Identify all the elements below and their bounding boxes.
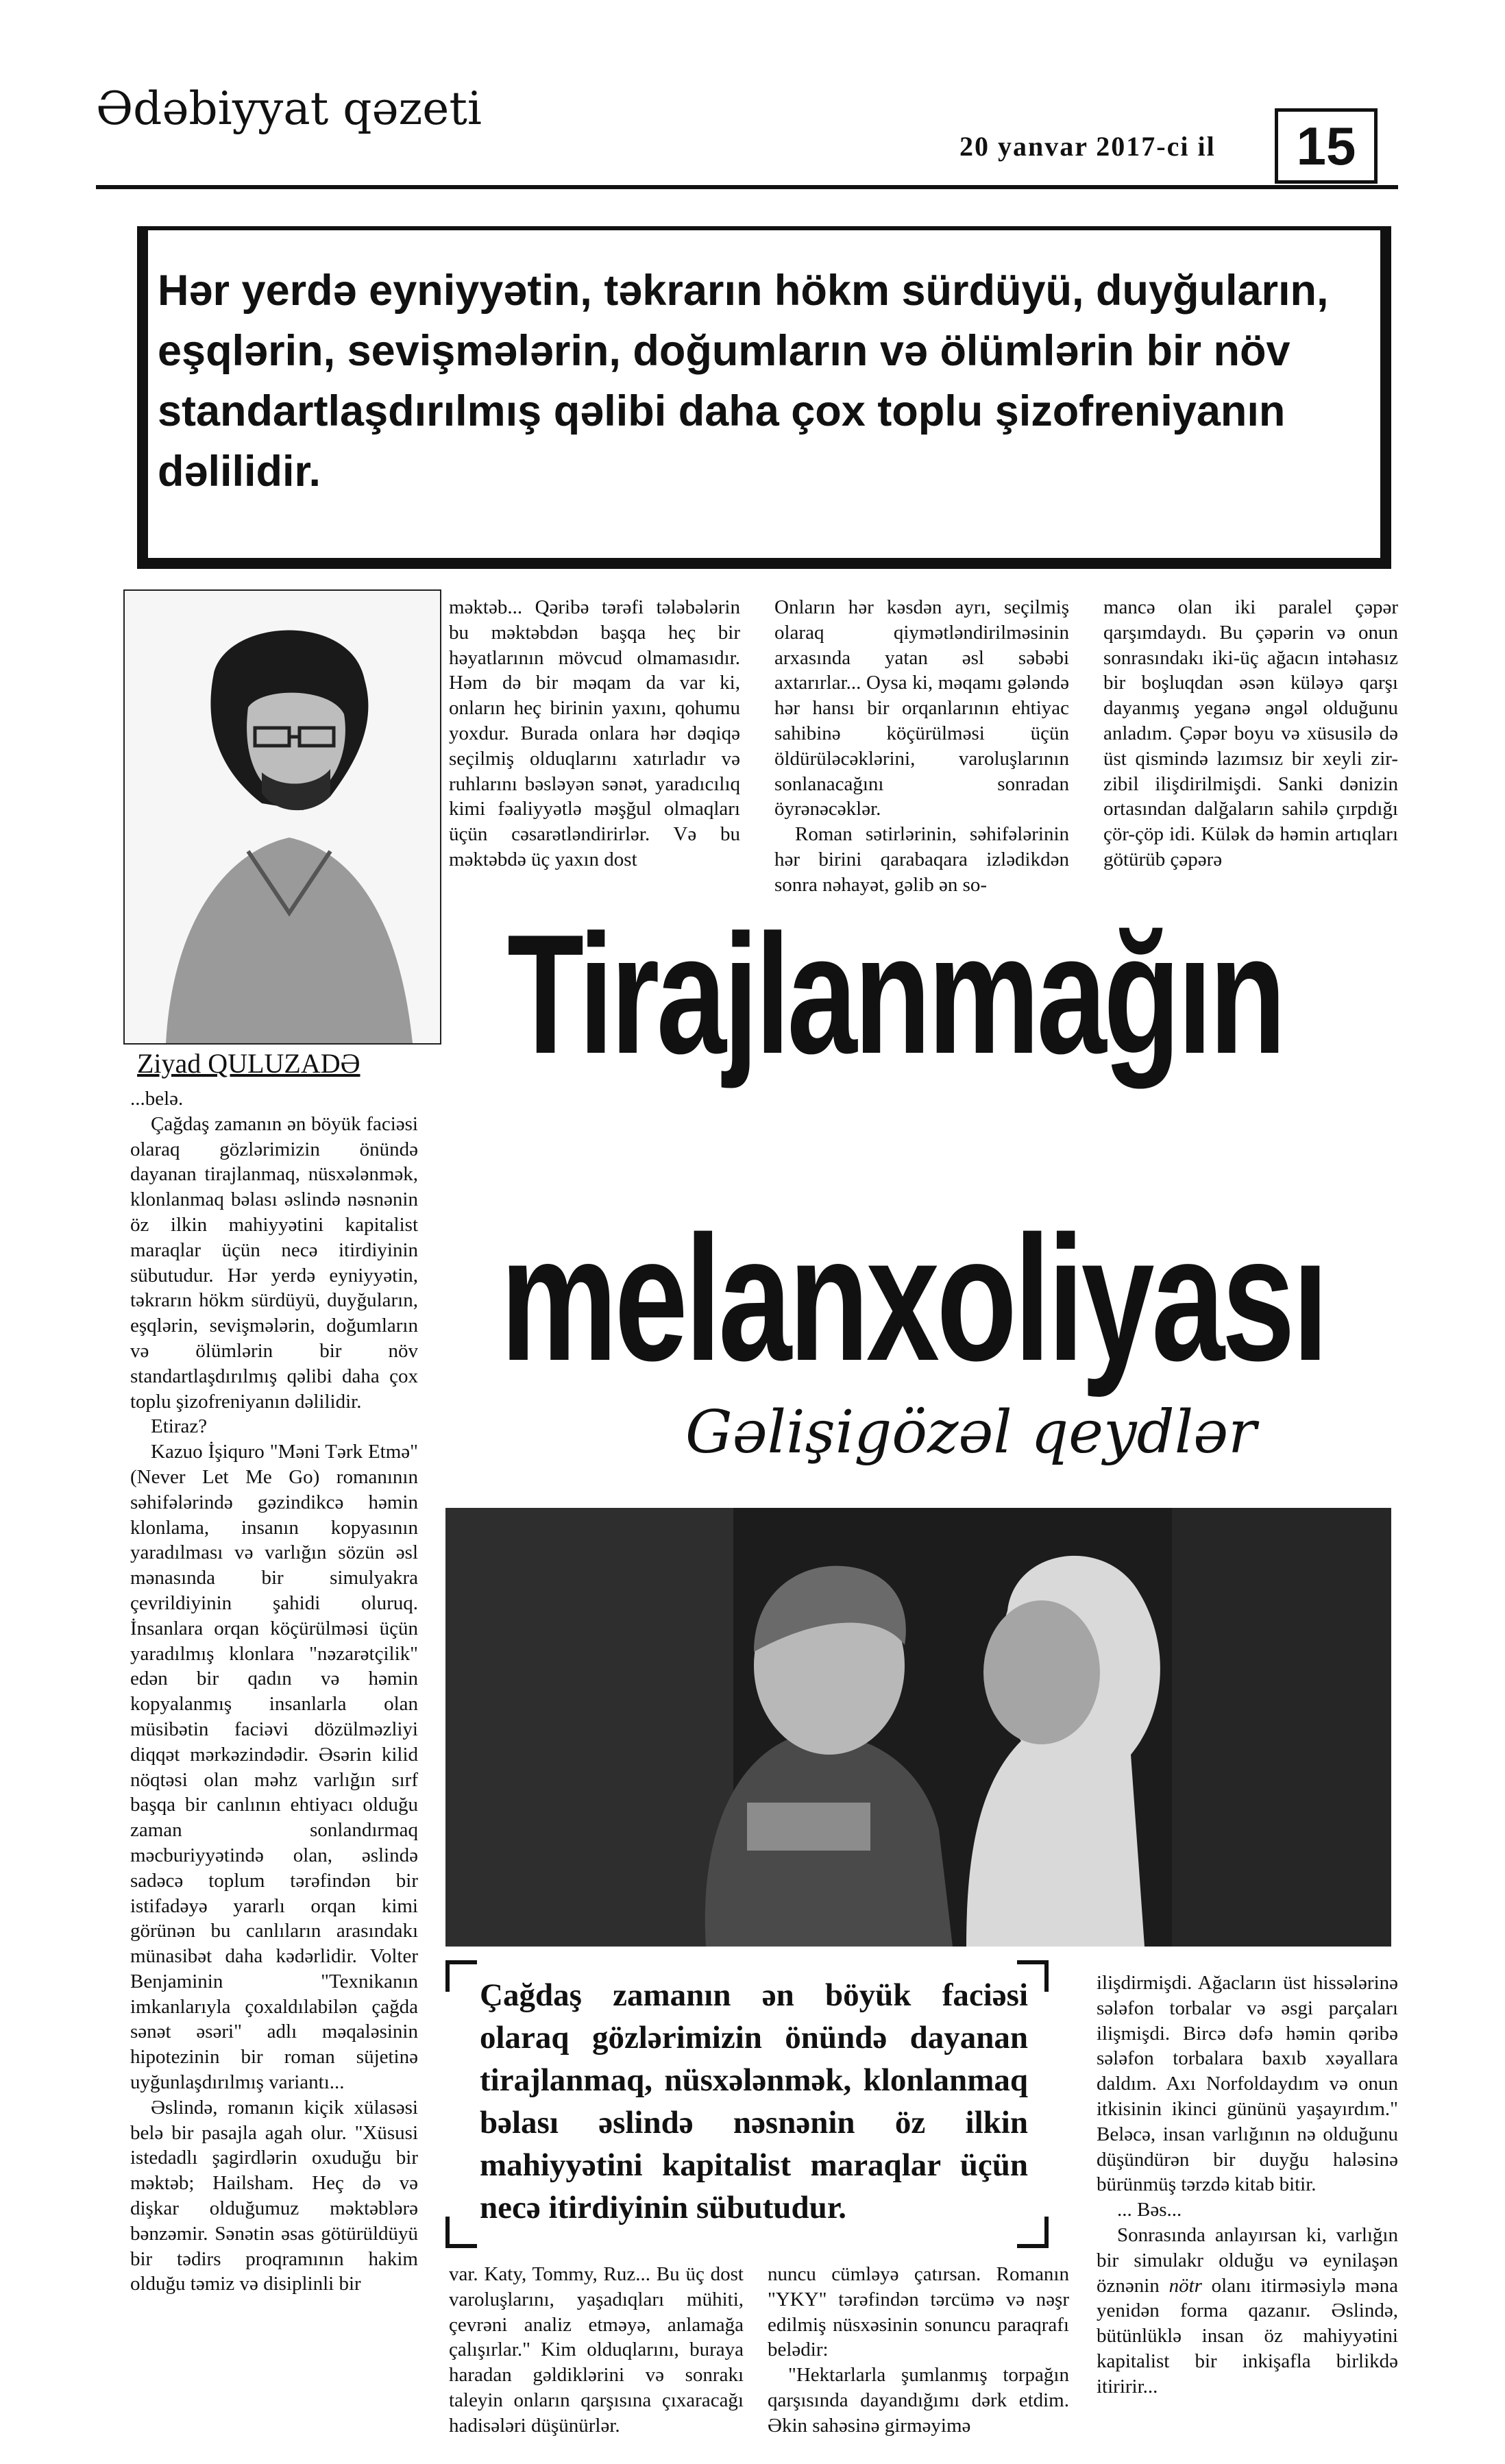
author-byline: Ziyad QULUZADƏ [137, 1048, 360, 1079]
top-column-1 [449, 595, 740, 873]
frame-corner [445, 2217, 477, 2248]
paragraph: Çağdaş zamanın ən böyük faciəsi olaraq gözlərimizin önündə dayanan tirajlanmaq, nüsxələnmək, klonlanmaq bəlası əslində nəsnənin öz ilkin mahiyyətini kapitalist maraqlar üçün necə itirdiyinin sübutudur. Hər yerdə eyniyyətin, təkrarın hökm sürdüyü, duyğuların, eşqlərin, sevişmələrin, doğumların və ölümlərin bir növ standartlaşdırılmış qəlibi daha çox toplu şizofreniyanın dəlilidir. [130, 1112, 418, 1413]
header-rule [96, 185, 1398, 189]
paragraph: Roman sətirlərinin, səhifələrinin hər birini qarabaqara izlədikdən sonra nəhayət, gəlib ən so- [774, 823, 1069, 896]
newspaper-masthead: Ədəbiyyat qəzeti [96, 82, 482, 135]
bottom-column-1 [449, 2262, 744, 2439]
text-run: olanı itirməsiylə məna yenidən forma qazanır. Əslində, bütünlüklə insan öz mahiyyətini kapitalist bir inkişafla birlikdə itiririr... [1097, 2274, 1398, 2398]
pull-quote: Çağdaş zamanın ən böyük faciəsi olaraq gözlərimizin önündə dayanan tirajlanmaq, nüsxələnmək, klonlanmaq bəlası əslində nəsnənin öz ilkin mahiyyətini kapitalist maraqlar üçün necə itirdiyinin sübutudur. [480, 1977, 1028, 2225]
paragraph: nuncu cümləyə çatırsan. Romanın "YKY" tərəfindən tərcümə və nəşr edilmiş nüsxəsinin sonuncu paraqrafı belədir: [768, 2263, 1069, 2361]
paragraph: mancə olan iki paralel çəpər qarşımdaydı. Bu çəpərin və onun sonrasındakı iki-üç ağacın intəhasız bir boşluqdan əsən küləyə qarşı dayanmış yeganə əngəl olduğunu anladım. Çəpər boyu və xüsusilə də üst qismində lazımsız bir xeyli zir-zibil ilişdirilmişdi. Sanki dənizin ortasından dalğaların sahilə çırpdığı çör-çöp idi. Külək də həmin artıqları götürüb çəpərə [1103, 596, 1398, 870]
paragraph: ...belə. [130, 1088, 184, 1110]
article-photo [445, 1508, 1391, 1947]
paragraph: ilişdirmişdi. Ağacların üst hissələrinə sələfon torbalar və əsgi parçaları ilişmişdi. Bircə dəfə həmin qəribə sələfon torbalara baxıb xəyallara daldım. Axı Norfoldaydım və onun itkisinin ikinci gününü yaşayırdım." Beləcə, insan varlığının nə olduğunu düşündürən bir duyğu haləsinə bürünmüş tərzdə kitab bitir. [1097, 1972, 1398, 2196]
bottom-column-2 [768, 2262, 1069, 2439]
italic-word: nötr [1168, 2274, 1202, 2297]
paragraph: məktəb... Qəribə tərəfi tələbələrin bu məktəbdən başqa heç bir həyatlarının mövcud olmamasıdır. Həm də bir məqam da var ki, onların heç birinin yaxını, qohumu yoxdur. Burada onlara hər dəqiqə seçilmiş olduqlarını xatırladır və ruhlarını bəsləyən sənət, yaradıcılıq kimi fəaliyyətlə məşğul olmaqları üçün cəsarətləndirirlər. Və bu məktəbdə üç yaxın dost [449, 596, 740, 870]
page-number-badge: 15 [1275, 108, 1378, 184]
issue-date: 20 yanvar 2017-ci il [959, 131, 1216, 162]
top-column-2 [774, 595, 1069, 898]
author-portrait-icon [125, 591, 440, 1043]
author-portrait [123, 589, 441, 1045]
paragraph: Onların hər kəsdən ayrı, seçilmiş olaraq qiymətləndirilməsinin arxasında yatan əsl səbəbi axtarırlar... Oysa ki, məqamı gələndə hər hansı bir orqanlarının ehtiyac sahibinə köçürülməsi üçün öldürüləcəklərini, varoluşlarının sonlanacağını sonradan öyrənəcəklər. [774, 596, 1069, 820]
article-title-line-1: Tirajlanmağın [507, 899, 1284, 1089]
paragraph: Etiraz? [151, 1415, 208, 1438]
lead-quote: Hər yerdə eyniyyətin, təkrarın hökm sürdüyü, duyğuların, eşqlərin, sevişmələrin, doğumların və ölümlərin bir növ standartlaşdırılmış qəlibi daha çox toplu şizofreniyanın dəlilidir. [158, 267, 1329, 496]
children-photo-icon [445, 1508, 1391, 1947]
paragraph [1097, 2223, 1398, 2400]
top-column-3 [1103, 595, 1398, 873]
right-article-column [1097, 1971, 1398, 2400]
paragraph: var. Katy, Tommy, Ruz... Bu üç dost varoluşlarını, yaşadıqları mühiti, çevrəni analiz etməyə, anlamağa çalışırlar." Kim olduqlarını, buraya haradan gəldiklərini və sonrakı taleyin onların qarşısına çıxaracağı hadisələri düşünürlər. [449, 2263, 744, 2437]
paragraph: Əslində, romanın kiçik xülasəsi belə bir pasajla agah olur. "Xüsusi istedadlı şagirdlərin oxuduğu bir məktəb; Hailsham. Heç də və dişkar olduğumuz məktəblərə bənzəmir. Sənətin əsas götürüldüyü bir tədirs proqramının hakim olduğu təmiz və disiplinli bir [130, 2096, 418, 2295]
paragraph: ... Bəs... [1117, 2199, 1182, 2221]
text-run: Sonrasında anlayırsan ki, varlığın bir simulakr olduğu və eynilaşən öznənin [1097, 2223, 1398, 2297]
paragraph: "Hektarlarla şumlanmış torpağın qarşısında dayandığımı dərk etdim. Əkin sahəsinə girməyimə [768, 2364, 1069, 2437]
article-title-line-2: melanxoliyası [500, 1199, 1326, 1398]
article-subtitle: Gəlişigözəl qeydlər [685, 1398, 1257, 1467]
left-article-column [130, 1086, 418, 2297]
paragraph: Kazuo İşiquro "Məni Tərk Etmə" (Never Let Me Go) romanının səhifələrində gəzindikcə həmin klonlama, insanın kopyasının yaradılması və varlığın sözün əsl mənasında bir simulyakra çevrildiyinin şahidi oluruq. İnsanlara orqan köçürülməsi üçün yaradılmış klonlara "nəzarətçilik" edən bir qadın və həmin kopyalanmış insanlarla olan müsibətin faciəvi dözülməzliyi diqqət mərkəzindədir. Əsərin kilid nöqtəsi olan məhz varlığın sırf başqa bir canlının ehtiyacı olduğu zaman sonlandırmaq məcburiyyətində olan, əslində sadəcə toplum tərəfindən bir istifadəyə yararlı orqan kimi görünən bu canlıların arasındakı münasibət daha kədərlidir. Volter Benjaminin "Texnikanın imkanlarıyla çoxaldılabilən çağda sənət əsəri" adlı məqaləsinin hipotezinin bir roman süjetinə uyğunlaşdırılmış variantı... [130, 1441, 418, 2094]
frame-corner [445, 1960, 477, 1992]
